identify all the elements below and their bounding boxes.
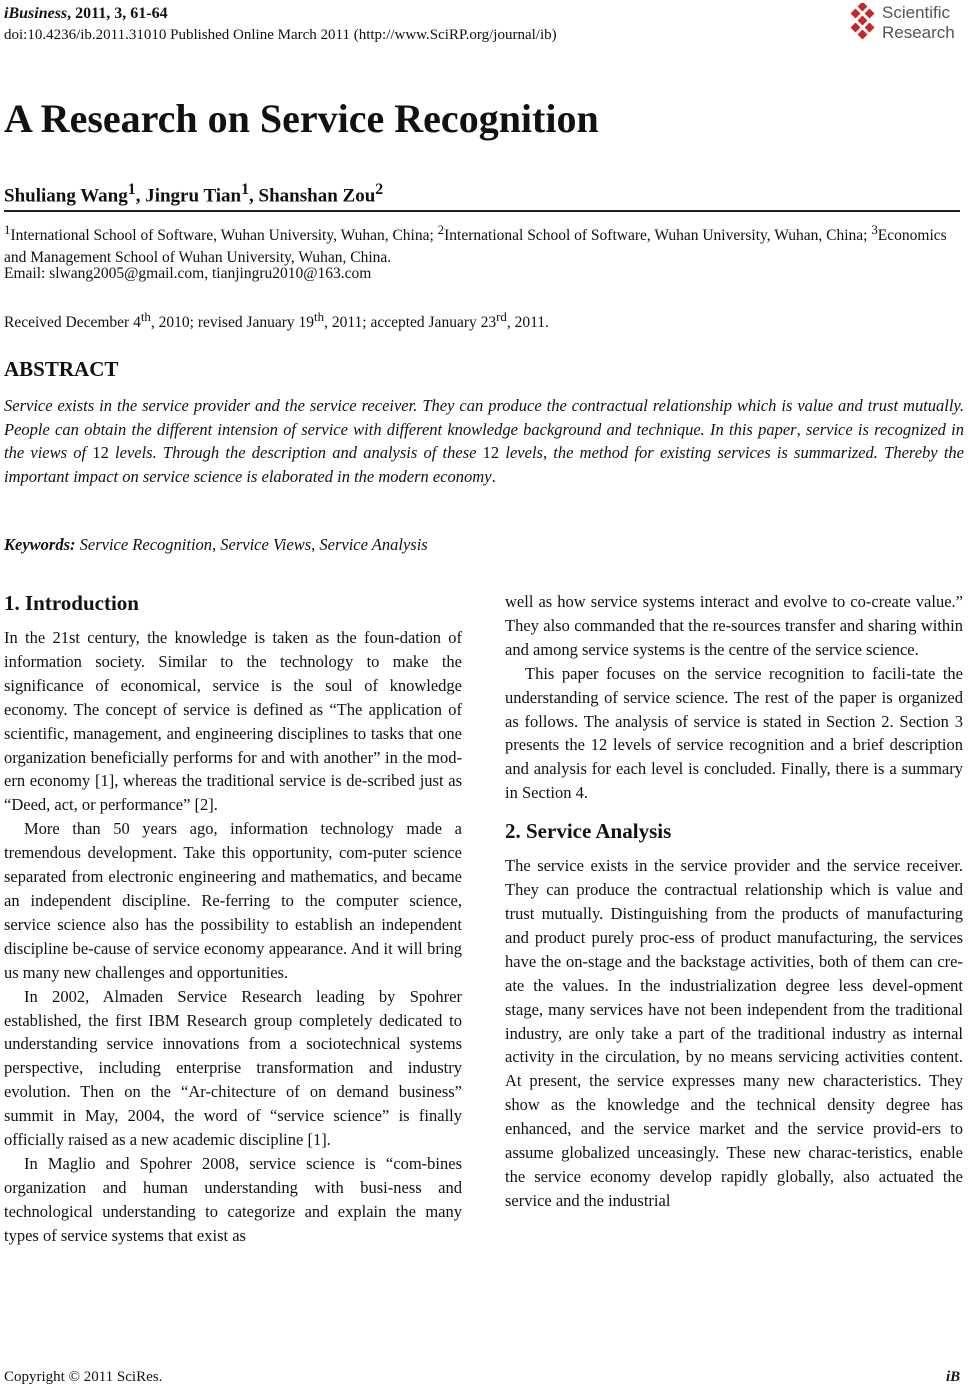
abstract-segment: levels <box>499 443 543 462</box>
keywords <box>4 534 428 556</box>
abstract-segment: levels. Through the description and analysis of these <box>108 443 483 462</box>
affil-text: Economics and Management School of Wuhan University, Wuhan, China. <box>4 227 947 267</box>
publisher-logo <box>848 3 968 45</box>
journal-name: iBusiness <box>4 5 68 22</box>
author-affil-mark: 1 <box>241 181 250 198</box>
author-separator: , <box>249 185 259 207</box>
affil-mark: 3 <box>871 222 878 237</box>
keyword-segment: , <box>212 535 221 554</box>
contact-email: Email: slwang2005@gmail.com, tianjingru2010@163.com <box>4 265 372 282</box>
abstract-segment: Service exists in the service provider and the service receiver. They can produce the contractual relationship which is value and trust mutually. People can obtain the different intension of service with different knowledge background and technique. In this paper <box>4 396 964 439</box>
abstract-segment: the method for existing services is summarized. Thereby the important impact on service science is elaborated in the modern economy <box>4 443 964 486</box>
ordinal-suffix: th <box>314 309 325 324</box>
received-dates <box>4 306 549 334</box>
body-paragraph: The service exists in the service provider and the service receiver. They can produce the contractual relationship which is value and trust mutually. Distinguishing from the products of manufacturing and product purely proc-ess of product manufacturing, the services have the on-stage and the backstage activities, both of them can cre-ate the values. In the industrialization degree less devel-opment stage, many services have not been independent from the traditional industry, are only take a part of the traditional industry as internal activity in the circulation, by no means servicing activities content. At present, the service expresses many new characteristics. They show as the knowledge and the technical density degree has enhanced, and the service market and the service provid-ers to assume globalized unceasingly. These new charac-teristics, enable the service economy develop rapidly globally, also actuated the service and the industrial <box>505 856 963 1210</box>
body-paragraph: In Maglio and Spohrer 2008, service science is “com-bines organization and human understanding with busi-ness and technological understanding to categorize and explain the many types of service systems that exist as <box>4 1153 462 1245</box>
affiliations <box>4 219 960 269</box>
author-name: Jingru Tian <box>145 185 242 207</box>
received-text: Received December 4 <box>4 314 141 332</box>
author-affil-mark: 1 <box>127 181 136 198</box>
body-paragraph: well as how service systems interact and evolve to co-create value.” They also commanded that the re-sources transfer and sharing within and among service systems is the centre of the service science. <box>505 592 963 659</box>
author-name: Shanshan Zou <box>258 185 376 207</box>
author-list <box>4 178 383 208</box>
scirp-logo-icon <box>848 3 878 43</box>
ordinal-suffix: th <box>140 309 151 324</box>
affil-mark: 1 <box>4 222 11 237</box>
abstract-segment: service is recognized in the views of <box>4 419 964 462</box>
received-text: , 2010; revised January 19 <box>150 314 315 332</box>
abstract-text <box>4 394 964 488</box>
abstract-segment: 12 <box>482 443 500 462</box>
divider <box>4 210 960 212</box>
abstract-segment: , <box>796 419 806 439</box>
author-separator: , <box>135 185 146 207</box>
affil-mark: 2 <box>437 222 445 237</box>
left-column <box>4 590 462 1248</box>
affil-text: International School of Software, Wuhan University, Wuhan, China; <box>444 227 872 245</box>
section-heading: 1. Introduction <box>4 591 139 615</box>
journal-abbrev: iB <box>946 1369 961 1385</box>
author-name: Shuliang Wang <box>4 185 128 207</box>
keyword-segment: , <box>311 535 320 554</box>
received-text: , 2011; accepted January 23 <box>324 314 497 332</box>
body-paragraph: In the 21st century, the knowledge is taken as the foun-dation of information society. Similar to the technology to make the significance of economical, service is the soul of knowledge economy. The concept of service is defined as “The application of scientific, management, and engineering disciplines to tasks that one organization beneficially performs for and with another” in the mod-ern economy [1], whereas the traditional service is de-scribed just as “Deed, act, or performance” [2]. <box>4 628 462 815</box>
keywords-label: Keywords: <box>4 535 76 554</box>
publisher-name: Scientific Research <box>882 3 955 42</box>
abstract-segment: . <box>491 466 496 486</box>
affil-text: International School of Software, Wuhan University, Wuhan, China; <box>10 227 438 245</box>
section-heading: 2. Service Analysis <box>505 819 672 844</box>
received-text: , 2011. <box>506 314 549 332</box>
keyword-segment: Service Analysis <box>319 535 428 554</box>
keyword-segment: Service Recognition <box>75 535 213 554</box>
abstract-heading: ABSTRACT <box>4 357 119 381</box>
abstract-segment: , <box>542 443 554 462</box>
right-column <box>505 590 963 1213</box>
journal-volume: , 2011, 3, 61-64 <box>67 5 168 22</box>
body-paragraph: More than 50 years ago, information technology made a tremendous development. Take this opportunity, com-puter science separated from electronic engineering and mathematics, and became an independent discipline. Re-ferring to the computer science, service science also has the possibility to establish an independent discipline be-cause of service economy appearance. And it will bring us many new challenges and opportunities. <box>4 819 462 982</box>
copyright: Copyright © 2011 SciRes. <box>4 1369 163 1385</box>
ordinal-suffix: rd <box>496 309 507 324</box>
author-affil-mark: 2 <box>375 181 384 198</box>
journal-citation <box>4 4 168 24</box>
keyword-segment: Service Views <box>220 535 312 554</box>
paper-title: A Research on Service Recognition <box>4 96 599 141</box>
keywords-list <box>76 535 428 554</box>
abstract-segment: 12 <box>92 443 109 462</box>
body-paragraph: In 2002, Almaden Service Research leading by Spohrer established, the first IBM Research group completely dedicated to understanding service innovations from a sociotechnical systems perspective, including enterprise transformation and industry evolution. Then on the “Ar-chitecture of on demand business” summit in May, 2004, the word of “service science” is finally officially raised as a new academic discipline [1]. <box>4 986 462 1150</box>
doi-line: doi:10.4236/ib.2011.31010 Published Online March 2011 (http://www.SciRP.org/journal/ib) <box>4 27 557 43</box>
body-paragraph: This paper focuses on the service recognition to facili-tate the understanding of service science. The rest of the paper is organized as follows. The analysis of service is stated in Section 2. Section 3 presents the 12 levels of service recognition and a brief description and analysis for each level is concluded. Finally, there is a summary in Section 4. <box>505 663 963 803</box>
